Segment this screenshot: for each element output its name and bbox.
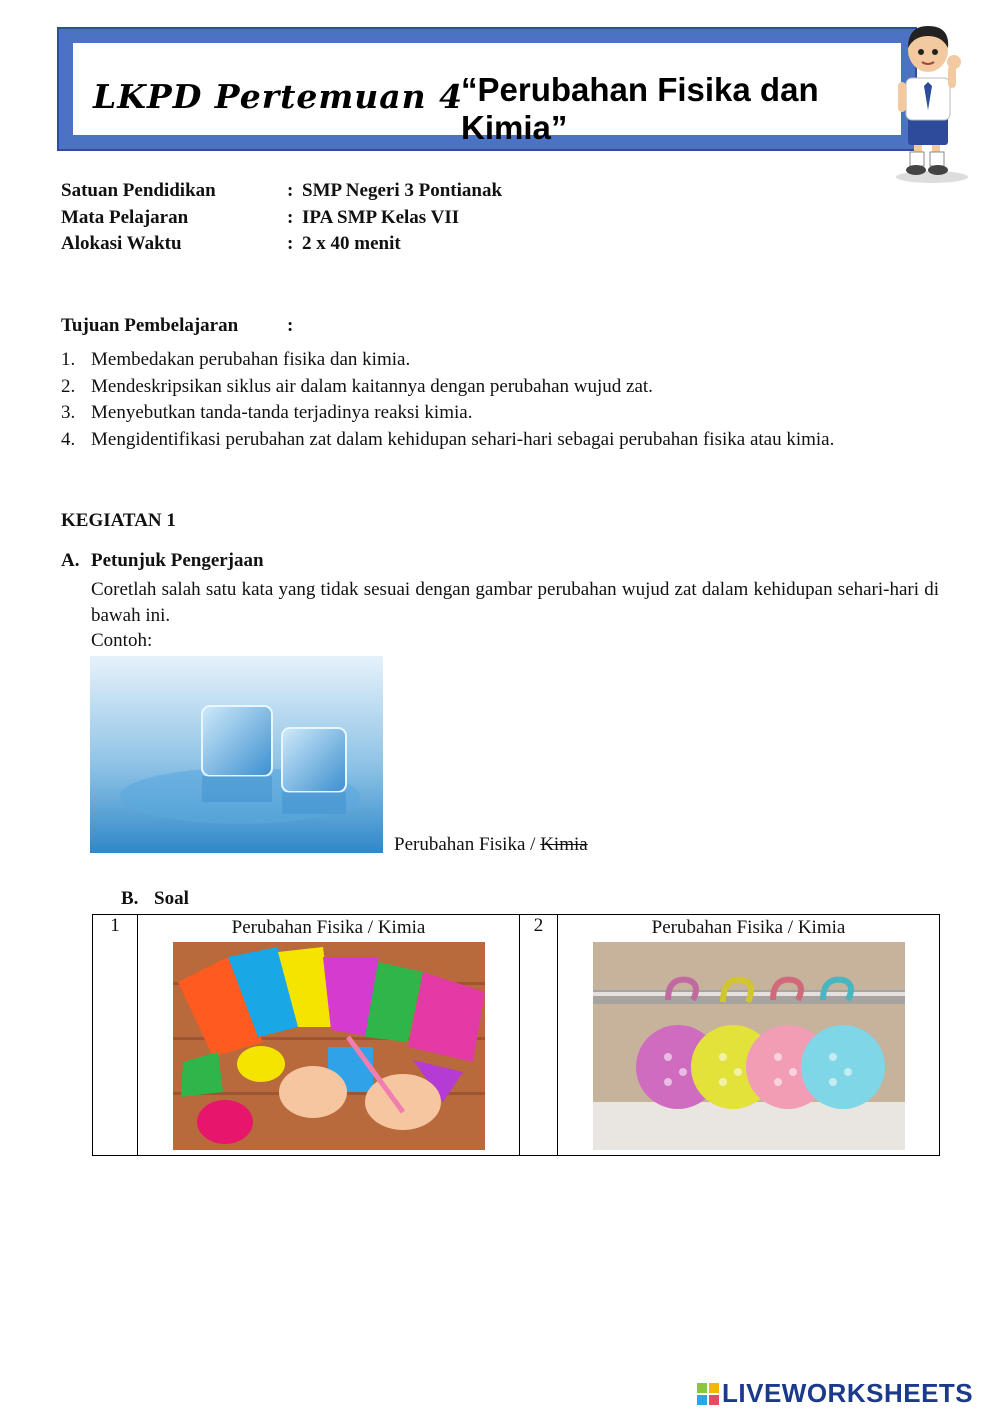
tujuan-heading: [61, 315, 361, 337]
info-row-satuan: [61, 180, 661, 207]
info-colon: :: [287, 206, 294, 228]
liveworksheets-logo: [697, 1378, 973, 1409]
question-cell: [558, 915, 940, 1156]
example-answer: [394, 834, 588, 856]
hanging-air-fresheners-image: [593, 942, 905, 1150]
objective-number: 4.: [61, 428, 76, 450]
info-key: Alokasi Waktu: [61, 233, 182, 254]
info-colon: :: [287, 233, 294, 254]
objective-text: Mendeskripsikan siklus air dalam kaitannya dengan perubahan wujud zat.: [91, 375, 653, 397]
info-row-alokasi: [61, 233, 661, 260]
info-colon: :: [287, 180, 294, 201]
colored-paper-cutting-image: [173, 942, 485, 1150]
table-row: [93, 915, 940, 1156]
kegiatan-heading: KEGIATAN 1: [61, 510, 176, 531]
section-a-title: Petunjuk Pengerjaan: [91, 550, 264, 571]
objective-number: 1.: [61, 349, 76, 370]
info-value: 2 x 40 menit: [302, 233, 401, 254]
section-b-title: Soal: [154, 888, 189, 909]
info-value: IPA SMP Kelas VII: [302, 206, 460, 228]
objective-number: 2.: [61, 375, 76, 397]
header-banner: [57, 27, 917, 151]
info-row-mapel: [61, 207, 661, 234]
objective-text: Membedakan perubahan fisika dan kimia.: [91, 349, 411, 370]
header-inner: [73, 43, 901, 146]
section-a-label: A.: [61, 550, 80, 571]
info-key: Satuan Pendidikan: [61, 180, 216, 201]
footer-brand: LIVEWORKSHEETS: [722, 1378, 974, 1408]
question-number: 2: [520, 915, 558, 1156]
liveworksheets-logo-icon: [697, 1383, 719, 1405]
objective-number: 3.: [61, 402, 76, 423]
question-number: 1: [93, 915, 138, 1156]
section-b-heading: [121, 888, 189, 910]
info-value: SMP Negeri 3 Pontianak: [302, 180, 503, 201]
question-caption[interactable]: Perubahan Fisika / Kimia: [231, 917, 426, 938]
tujuan-label: Tujuan Pembelajaran: [61, 315, 239, 336]
question-table: [92, 914, 940, 1156]
info-key: Mata Pelajaran: [61, 206, 189, 228]
example-kimia-struck: Kimia: [540, 834, 588, 855]
contoh-label: Contoh:: [91, 630, 153, 651]
topic-title: “Perubahan Fisika dan Kimia”: [461, 71, 819, 146]
question-cell: [138, 915, 520, 1156]
student-mascot-icon: [892, 20, 972, 186]
objective-text: Menyebutkan tanda-tanda terjadinya reaksi kimia.: [91, 402, 473, 423]
lkpd-title: LKPD Pertemuan 4: [93, 77, 464, 116]
tujuan-colon: :: [287, 315, 294, 336]
ice-cubes-image: [90, 656, 383, 853]
instruction-text: Coretlah salah satu kata yang tidak sesuai dengan gambar perubahan wujud zat dalam kehidupan sehari-hari di bawah ini.: [91, 579, 939, 626]
objective-text: Mengidentifikasi perubahan zat dalam kehidupan sehari-hari sebagai perubahan fisika atau kimia.: [91, 428, 835, 450]
info-block: [61, 180, 661, 260]
section-b-label: B.: [121, 888, 139, 909]
question-caption[interactable]: Perubahan Fisika / Kimia: [651, 917, 846, 938]
example-fisika: Perubahan Fisika /: [394, 834, 536, 855]
